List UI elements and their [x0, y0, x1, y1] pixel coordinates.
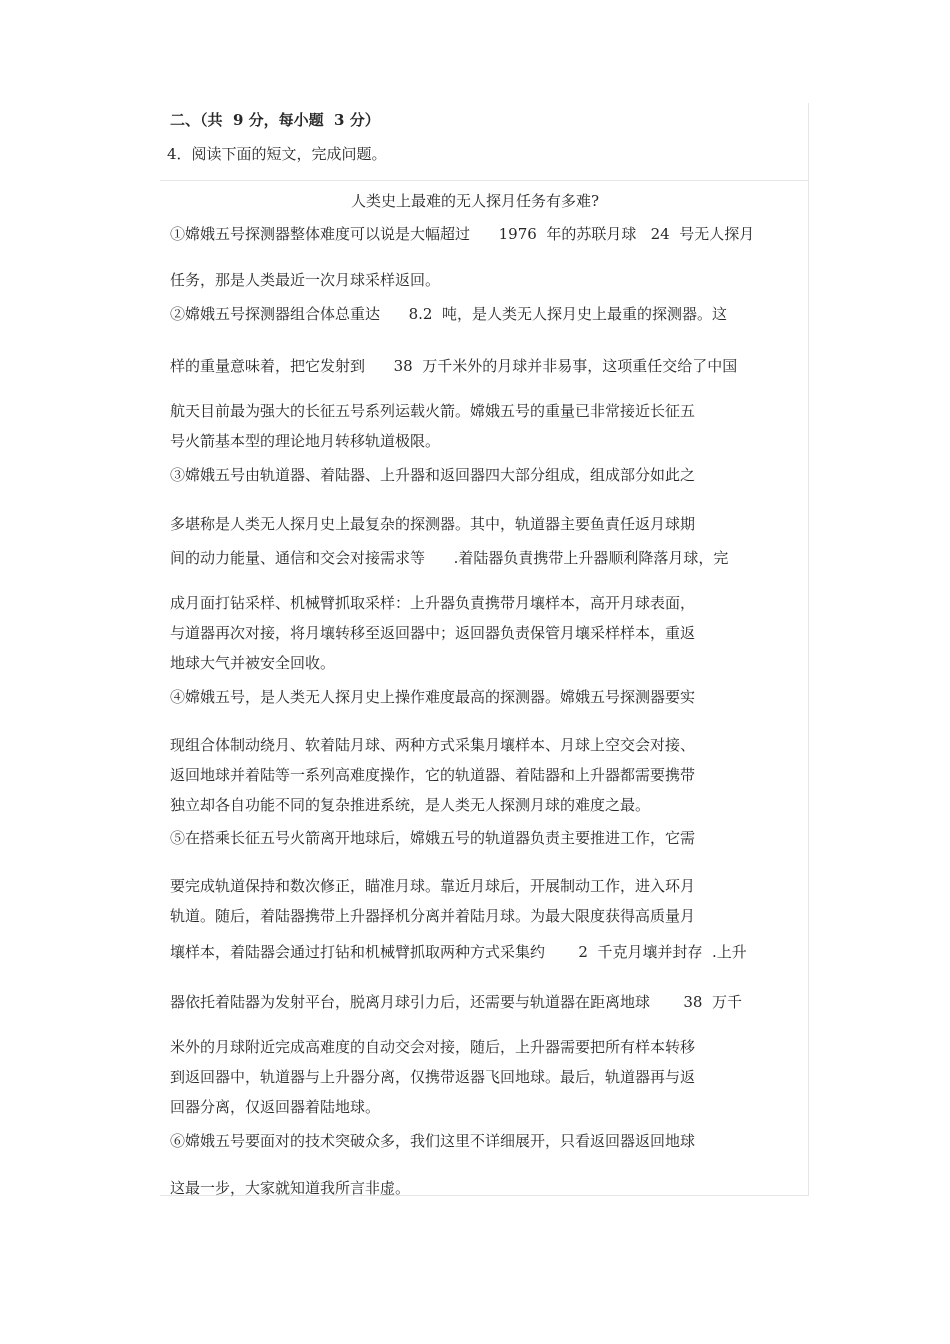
text-line: 与道器再次对接，将月壤转移至返回器中；返回器负责保管月壤采样样本，重返	[170, 624, 696, 642]
text-line: 这最一步，大家就知道我所言非虚。	[170, 1179, 411, 1197]
section-divider	[160, 180, 809, 181]
text-line: 到返回器中，轨道器与上升器分离，仅携带返器飞回地球。最后，轨道器再与返	[170, 1068, 696, 1086]
text-line: 返回地球并着陆等一系列高难度操作，它的轨道器、着陆器和上升器都需要携带	[170, 766, 696, 784]
text-line: 地球大气并被安全回收。	[170, 654, 336, 672]
right-border-top	[808, 103, 809, 180]
text-line: ③嫦娥五号由轨道器、着陆器、上升器和返回器四大部分组成，组成部分如此之	[170, 466, 696, 484]
text-line: 现组合体制动绕月、软着陆月球、两种方式采集月壤样本、月球上空交会对接、	[170, 736, 696, 754]
article-title: 人类史上最难的无人探月任务有多难?	[350, 192, 600, 210]
text-line: 米外的月球附近完成高难度的自动交会对接，随后，上升器需要把所有样本转移	[170, 1038, 696, 1056]
text-line: 样的重量意味着，把它发射到 38 万千米外的月球并非易事，这项重任交给了中国	[170, 357, 738, 375]
question-prompt: 4．阅读下面的短文，完成问题。	[167, 145, 387, 163]
text-line: 间的动力能量、通信和交会对接需求等 .着陆器负責携带上升器顺利降落月球，完	[170, 549, 729, 567]
text-line: ①嫦娥五号探测器整体难度可以说是大幅超过 1976 年的苏联月球 24 号无人探月	[170, 225, 755, 243]
text-line: 航天目前最为强大的长征五号系列运载火箭。嫦娥五号的重量已非常接近长征五	[170, 402, 696, 420]
text-line: ⑤在搭乘长征五号火箭离开地球后，嫦娥五号的轨道器负责主要推进工作，它需	[170, 829, 696, 847]
text-line: 器依托着陆器为发射平台，脱离月球引力后，还需要与轨道器在距离地球 38 万千	[170, 993, 743, 1011]
text-line: 成月面打钻采样、机械臂抓取采样：上升器负責携带月壤样本，高开月球表面，	[170, 594, 696, 612]
text-line: 要完成轨道保持和数次修正，瞄准月球。靠近月球后，开展制动工作，进入环月	[170, 877, 696, 895]
text-line: ④嫦娥五号，是人类无人探月史上操作难度最高的探测器。嫦娥五号探测器要实	[170, 688, 696, 706]
text-line: 多堪称是人类无人探月史上最复杂的探测器。其中，轨道器主要鱼責任返月球期	[170, 515, 696, 533]
text-line: 任务，那是人类最近一次月球采样返回。	[170, 271, 441, 289]
text-line: 号火箭基本型的理论地月转移轨道极限。	[170, 432, 441, 450]
text-line: ⑥嫦娥五号要面对的技术突破众多，我们这里不详细展开，只看返回器返回地球	[170, 1132, 696, 1150]
text-line: 轨道。随后，着陆器携带上升器择机分离并着陆月球。为最大限度获得高质量月	[170, 907, 696, 925]
text-line: 独立却各自功能不同的复杂推进系统，是人类无人探测月球的难度之最。	[170, 796, 651, 814]
right-border-body	[808, 180, 809, 1195]
text-line: 壤样本，着陆器会通过打钻和机械臂抓取两种方式采集约 2 千克月壤并封存 .上升	[170, 943, 747, 961]
text-line: 回器分离，仅返回器着陆地球。	[170, 1098, 381, 1116]
text-line: ②嫦娥五号探测器组合体总重达 8.2 吨，是人类无人探月史上最重的探测器。这	[170, 305, 728, 323]
section-heading: 二、（共 9 分，每小题 3 分）	[170, 111, 380, 129]
